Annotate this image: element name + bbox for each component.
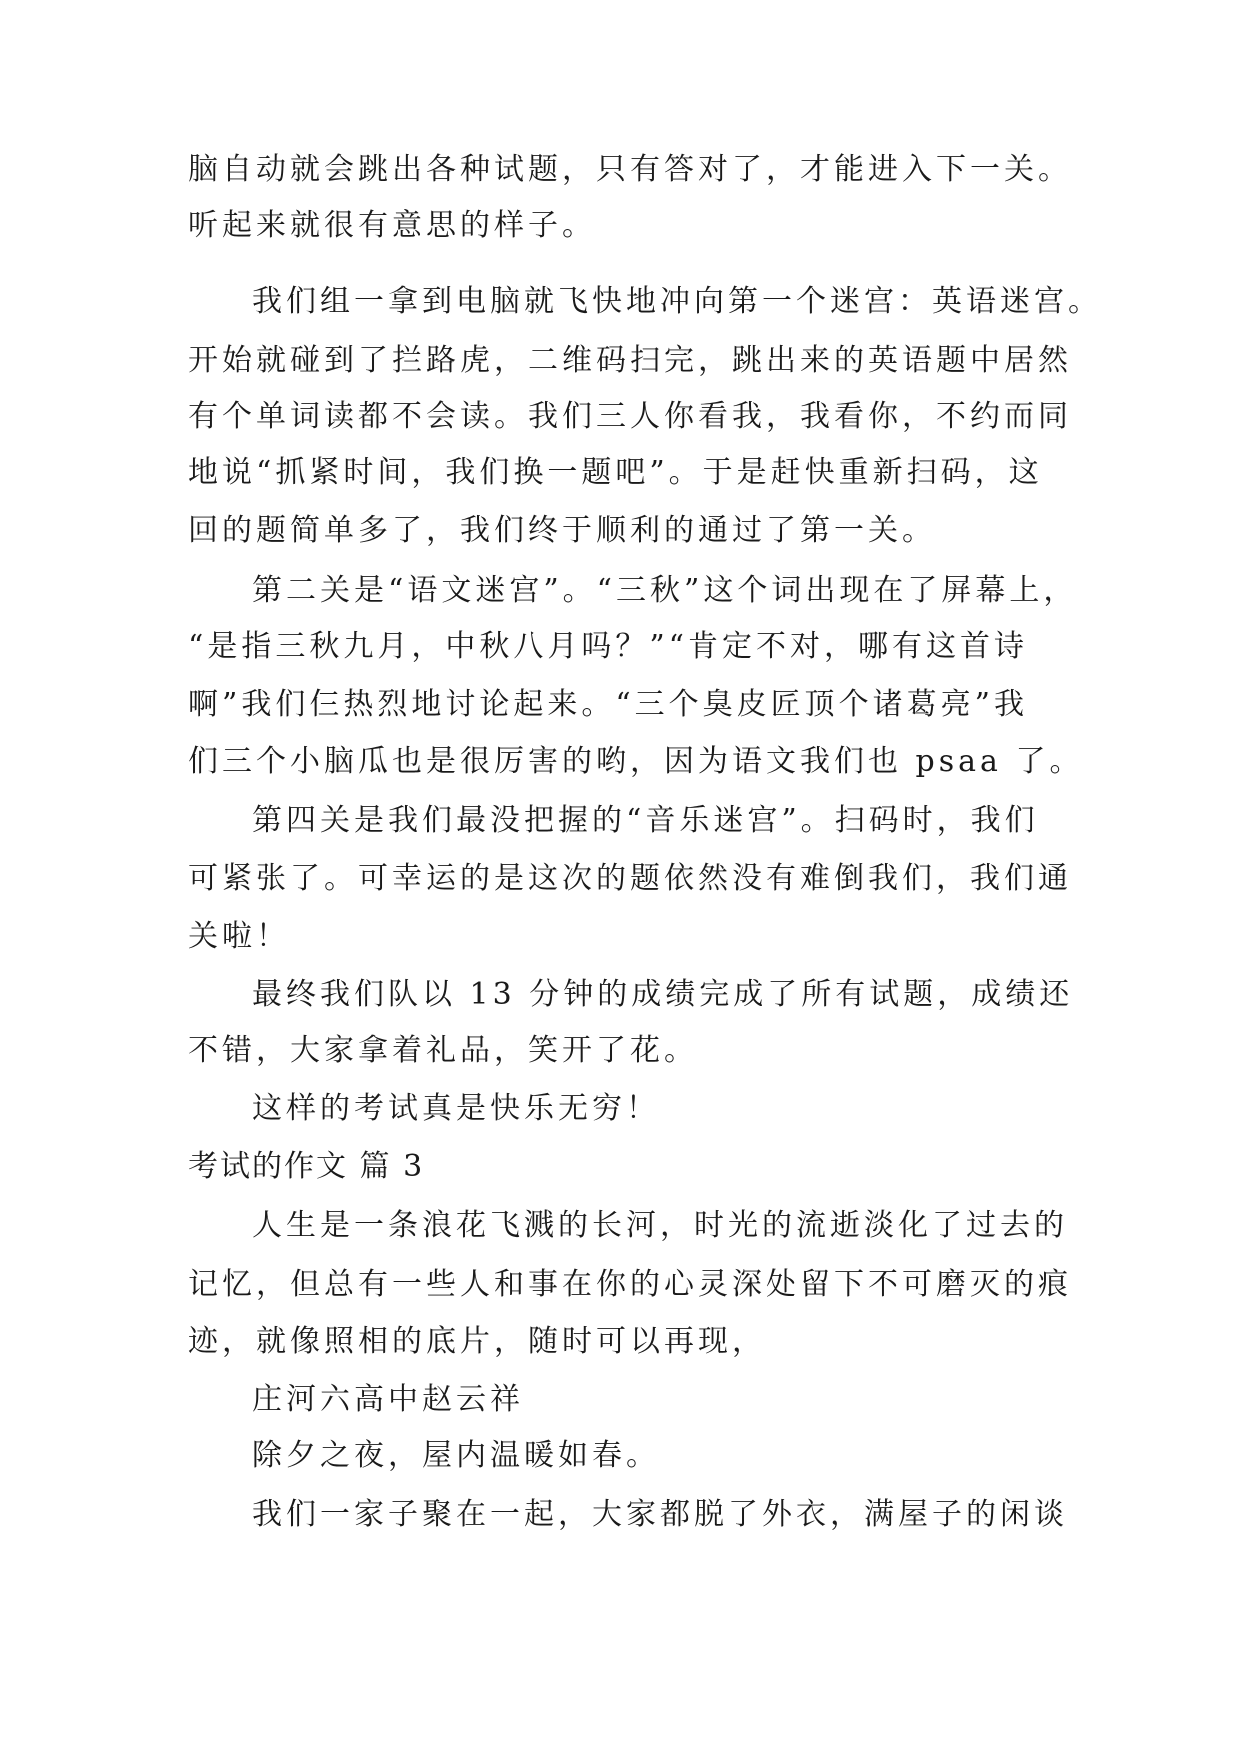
text-line: 们三个小脑瓜也是很厉害的哟，因为语文我们也 psaa 了。 (188, 744, 1084, 779)
paragraph-first-line: 人生是一条浪花飞溅的长河，时光的流逝淡化了过去的 (252, 1208, 1068, 1243)
paragraph-first-line: 第四关是我们最没把握的“音乐迷宫”。扫码时，我们 (252, 803, 1039, 838)
text-line: 关啦！ (188, 919, 290, 954)
paragraph-first-line: 我们组一拿到电脑就飞快地冲向第一个迷宫：英语迷宫。 (252, 284, 1102, 319)
text-line: 脑自动就会跳出各种试题，只有答对了，才能进入下一关。 (188, 152, 1072, 187)
section-heading: 考试的作文 篇 3 (188, 1149, 425, 1184)
paragraph-first-line: 我们一家子聚在一起，大家都脱了外衣，满屋子的闲谈 (252, 1497, 1068, 1532)
text-line: “是指三秋九月，中秋八月吗？”“肯定不对，哪有这首诗 (188, 629, 1029, 664)
text-line: 迹，就像照相的底片，随时可以再现， (188, 1324, 766, 1359)
author-line: 庄河六高中赵云祥 (252, 1382, 524, 1417)
text-line: 可紧张了。可幸运的是这次的题依然没有难倒我们，我们通 (188, 861, 1072, 896)
text-line: 记忆，但总有一些人和事在你的心灵深处留下不可磨灭的痕 (188, 1267, 1072, 1302)
text-line: 听起来就很有意思的样子。 (188, 208, 596, 243)
paragraph-first-line: 除夕之夜，屋内温暖如春。 (252, 1438, 660, 1473)
text-line: 啊”我们仨热烈地讨论起来。“三个臭皮匠顶个诸葛亮”我 (188, 687, 1029, 722)
text-line: 不错，大家拿着礼品，笑开了花。 (188, 1033, 698, 1068)
paragraph-first-line: 这样的考试真是快乐无穷！ (252, 1091, 660, 1126)
text-line: 开始就碰到了拦路虎，二维码扫完，跳出来的英语题中居然 (188, 343, 1072, 378)
text-line: 地说“抓紧时间，我们换一题吧”。于是赶快重新扫码，这 (188, 455, 1043, 490)
text-line: 有个单词读都不会读。我们三人你看我，我看你，不约而同 (188, 399, 1072, 434)
paragraph-first-line: 第二关是“语文迷宫”。“三秋”这个词出现在了屏幕上， (252, 573, 1078, 608)
paragraph-first-line: 最终我们队以 13 分钟的成绩完成了所有试题，成绩还 (252, 977, 1074, 1012)
text-line: 回的题简单多了，我们终于顺利的通过了第一关。 (188, 513, 936, 548)
